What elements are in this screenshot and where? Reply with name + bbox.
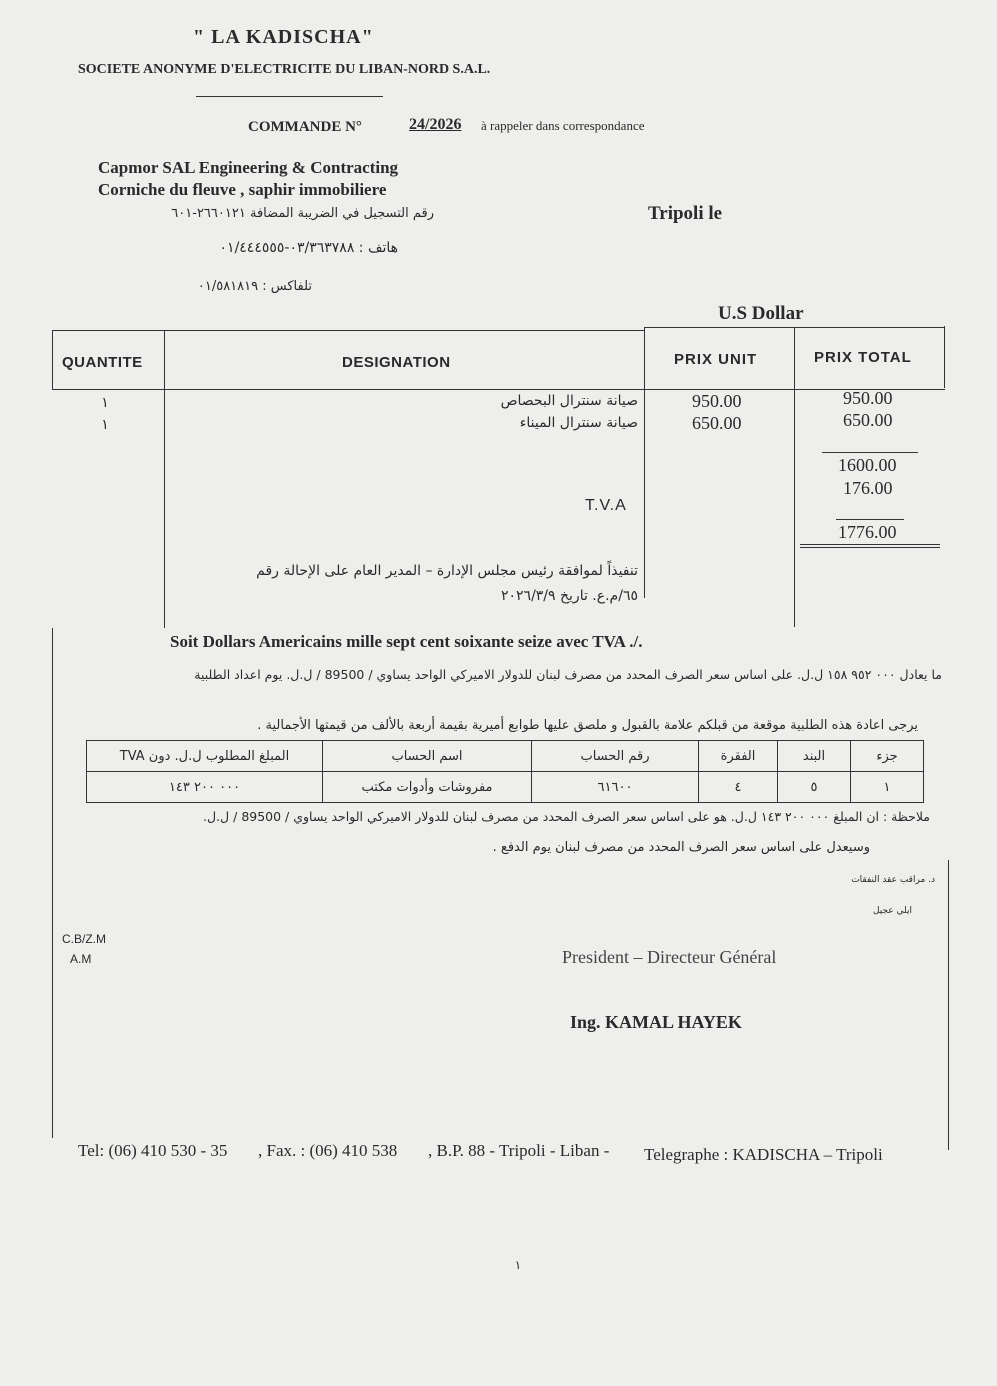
- tva-value: 176.00: [843, 478, 893, 498]
- footer-telegraphe: Telegraphe : KADISCHA – Tripoli: [644, 1145, 883, 1164]
- supplier-vat: رقم التسجيل في الضريبة المضافة ٢٦٦٠١٢١-٦٠١: [171, 206, 434, 221]
- accounts-cell: ٥: [778, 772, 851, 803]
- accounts-header-cell: جزء: [851, 741, 924, 772]
- accounts-cell: ١: [851, 772, 924, 803]
- row-total-price: 950.00: [843, 388, 893, 408]
- total-divider: [836, 519, 904, 520]
- initials-line1: C.B/Z.M: [62, 932, 106, 946]
- remark-line1: ملاحظة : ان المبلغ ٠٠٠ ٢٠٠ ١٤٣ ل.ل. هو على اساس سعر الصرف المحدد من مصرف لبنان للدولار الاميركي الواحد يساوي / 89500 / ل.ل.: [203, 809, 930, 824]
- header-prix-total: PRIX TOTAL: [814, 349, 912, 366]
- subtotal-value: 1600.00: [838, 455, 897, 475]
- footer-tel: Tel: (06) 410 530 - 35: [78, 1141, 228, 1160]
- accounts-header-row: [87, 741, 924, 772]
- supplier-address: Corniche du fleuve , saphir immobiliere: [98, 180, 387, 199]
- tva-label: T.V.A: [585, 497, 627, 514]
- accounts-data-row: [87, 772, 924, 803]
- commande-note: à rappeler dans correspondance: [481, 118, 645, 133]
- footer-fax: , Fax. : (06) 410 538: [258, 1141, 398, 1160]
- commande-number: 24/2026: [409, 116, 462, 133]
- controller-note: د. مراقب عقد النفقات: [851, 875, 935, 885]
- header-prix-unit: PRIX UNIT: [674, 351, 758, 368]
- amount-in-words: Soit Dollars Americains mille sept cent soixante seize avec TVA ./.: [170, 632, 643, 651]
- accounts-header-cell: اسم الحساب: [323, 741, 532, 772]
- row-designation: صيانة سنترال البحصاص: [500, 393, 638, 409]
- row-qty: ١: [101, 417, 109, 433]
- grand-total-underline-1: [800, 544, 940, 545]
- row-unit-price: 950.00: [692, 391, 742, 411]
- return-note: يرجى اعادة هذه الطلبية موقعة من قبلكم علامة بالقبول و ملصق عليها طوابع أميرية بقيمة أربعة بالألف من قيمتها الأجمالية .: [257, 718, 918, 733]
- accounts-header-cell: المبلغ المطلوب ل.ل. دون TVA: [87, 741, 323, 772]
- commande-label: COMMANDE N°: [248, 119, 362, 135]
- company-subtitle: SOCIETE ANONYME D'ELECTRICITE DU LIBAN-NORD S.A.L.: [78, 62, 491, 77]
- accounts-cell: ٤: [699, 772, 778, 803]
- header-designation: DESIGNATION: [342, 354, 451, 371]
- signature-name: Ing. KAMAL HAYEK: [570, 1012, 742, 1032]
- accounts-cell: ٦١٦٠٠: [532, 772, 699, 803]
- approval-note-line1: تنفيذاً لموافقة رئيس مجلس الإدارة – المدير العام على الإحالة رقم: [256, 563, 638, 579]
- supplier-phone: هاتف : ٠٣/٣٦٣٧٨٨-٠١/٤٤٤٥٥٥: [219, 240, 398, 256]
- accounts-cell: ٠٠٠ ٢٠٠ ١٤٣: [87, 772, 323, 803]
- sum-divider: [822, 452, 918, 453]
- signature-title: President – Directeur Général: [562, 947, 777, 967]
- place-date: Tripoli le: [648, 203, 723, 224]
- accounts-cell: مفروشات وأدوات مكتب: [323, 772, 532, 803]
- currency-label: U.S Dollar: [718, 303, 804, 324]
- supplier-fax: تلفاكس : ٠١/٥٨١٨١٩: [197, 279, 312, 294]
- grand-total-underline-2: [800, 547, 940, 548]
- lbp-equivalent: ما يعادل ٠٠٠ ٩٥٢ ١٥٨ ل.ل. على اساس سعر الصرف المحدد من مصرف لبنان للدولار الاميركي الواحد يساوي / 89500 / ل.ل. يوم اعداد الطلبية: [194, 667, 942, 682]
- row-total-price: 650.00: [843, 410, 893, 430]
- approval-note-line2: ٦٥/م.ع. تاريخ ٢٠٢٦/٣/٩: [500, 588, 638, 604]
- accounts-header-cell: رقم الحساب: [532, 741, 699, 772]
- row-unit-price: 650.00: [692, 413, 742, 433]
- controller-name: ايلي عجيل: [872, 906, 912, 916]
- footer-bp: , B.P. 88 - Tripoli - Liban -: [428, 1141, 610, 1160]
- accounts-header-cell: الفقرة: [699, 741, 778, 772]
- accounts-table: [86, 740, 924, 803]
- initials-line2: A.M: [70, 952, 92, 966]
- row-designation: صيانة سنترال الميناء: [519, 415, 638, 431]
- row-qty: ١: [101, 395, 109, 411]
- header-quantite: QUANTITE: [62, 354, 143, 371]
- company-name: " LA KADISCHA": [193, 26, 374, 48]
- page-number: ١: [514, 1258, 522, 1272]
- right-border: [948, 860, 949, 1150]
- remark-line2: وسيعدل على اساس سعر الصرف المحدد من مصرف لبنان يوم الدفع .: [492, 840, 870, 855]
- supplier-name: Capmor SAL Engineering & Contracting: [98, 158, 399, 177]
- header-divider: [196, 96, 383, 97]
- grand-total-value: 1776.00: [838, 522, 897, 542]
- accounts-header-cell: البند: [778, 741, 851, 772]
- left-border: [52, 628, 53, 1138]
